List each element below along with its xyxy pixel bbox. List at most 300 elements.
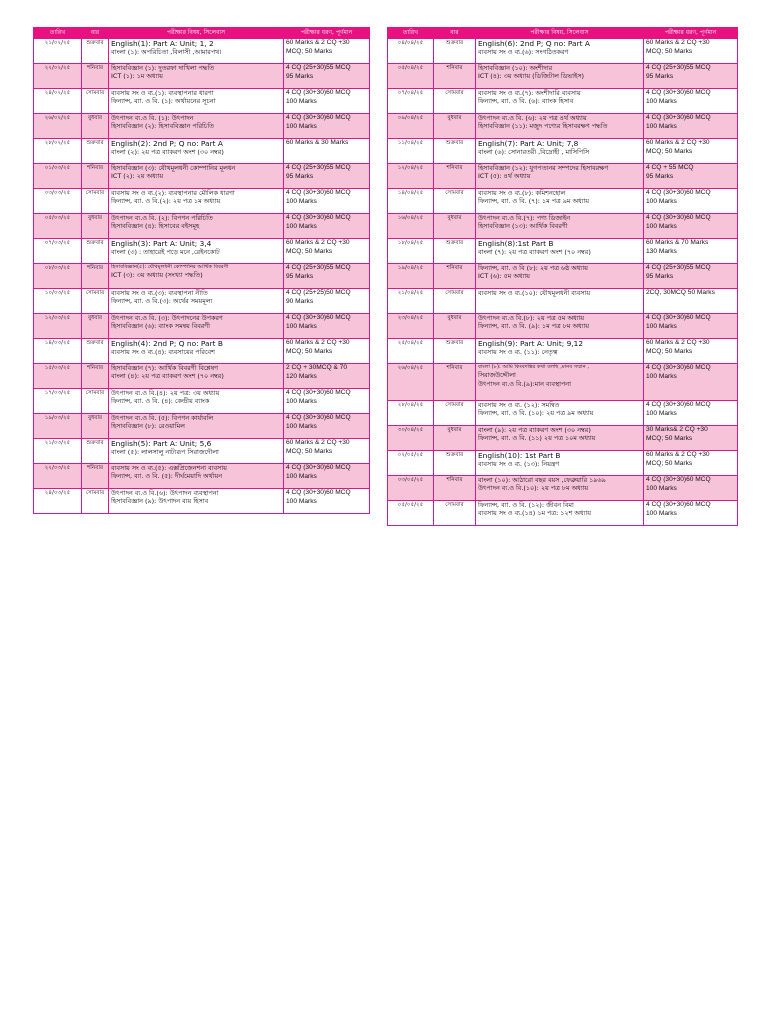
- exam-day: শনিবার: [82, 264, 109, 289]
- exam-day: বুধবার: [434, 114, 476, 139]
- exam-syllabus: [109, 64, 284, 89]
- exam-syllabus: [476, 476, 644, 501]
- exam-date: ১৮/০৪/২৫: [388, 239, 434, 264]
- syllabus-line: হিসাববিজ্ঞান (১): দুতরফা দাখিলা পদ্ধতি: [111, 64, 215, 72]
- exam-date: ২৪/০২/২৫: [34, 89, 82, 114]
- marks-line: 100 Marks: [286, 472, 317, 480]
- syllabus-header: পরীক্ষার বিষয়, সিলেবাস: [109, 28, 284, 39]
- exam-syllabus: [109, 114, 284, 139]
- table-row: [34, 239, 370, 264]
- exam-date: ০৩/০৩/২৫: [34, 189, 82, 214]
- marks-line: 130 Marks: [646, 247, 677, 255]
- exam-marks: [644, 139, 738, 164]
- table-row: [388, 364, 738, 401]
- exam-syllabus: [476, 114, 644, 139]
- exam-syllabus: [109, 464, 284, 489]
- exam-marks: [284, 314, 370, 339]
- table-row: [34, 414, 370, 439]
- exam-syllabus: [109, 264, 284, 289]
- exam-syllabus: [476, 501, 644, 526]
- day-header: বার: [82, 28, 109, 39]
- exam-day: শনিবার: [82, 64, 109, 89]
- marks-line: 4 CQ (30+30)60 MCQ: [286, 314, 351, 321]
- marks-line: MCQ; 50 Marks: [646, 47, 693, 55]
- syllabus-line: English(4): 2nd P; Q no: Part B: [111, 339, 223, 348]
- exam-marks: [284, 339, 370, 364]
- marks-line: 4 CQ (30+30)60 MCQ: [646, 476, 711, 483]
- marks-line: 100 Marks: [646, 322, 677, 330]
- exam-marks: [284, 64, 370, 89]
- exam-date: ২৬/০২/২৫: [34, 114, 82, 139]
- exam-marks: [284, 214, 370, 239]
- syllabus-header: পরীক্ষার বিষয়, সিলেবাস: [476, 28, 644, 39]
- exam-syllabus: [109, 239, 284, 264]
- exam-syllabus: [476, 314, 644, 339]
- syllabus-line: বাংলা (১০): আঠারো বছর বয়স ,ফেব্রুয়ারি ১৯৬৯: [478, 476, 606, 484]
- table-row: [388, 114, 738, 139]
- marks-line: MCQ; 50 Marks: [286, 347, 333, 355]
- exam-date: ০৫/০৩/২৫: [34, 214, 82, 239]
- syllabus-line: ফিন্যান্স, ব্যা. ও বি. (৪): কেন্দ্রীয় ব্যাংক: [111, 397, 210, 406]
- marks-line: MCQ; 50 Marks: [286, 47, 333, 55]
- exam-marks: [284, 164, 370, 189]
- marks-line: 4 CQ (30+30)60 MCQ: [646, 501, 711, 508]
- table-row: [388, 501, 738, 526]
- syllabus-line: উৎপাদন ব্য.ও বি.(৬): উৎপাদন ব্যবস্থাপনা: [111, 489, 219, 497]
- exam-day: বুধবার: [434, 314, 476, 339]
- syllabus-line: হিসাববিজ্ঞান (৯): উৎপাদন ব্যয় হিসাব: [111, 497, 209, 506]
- marks-line: 100 Marks: [646, 97, 677, 105]
- syllabus-line: English(8):1st Part B: [478, 239, 554, 248]
- syllabus-line: English(7): Part A: Unit; 7,8: [478, 139, 579, 148]
- marks-line: 4 CQ (30+30)60 MCQ: [286, 189, 351, 196]
- exam-syllabus: [109, 164, 284, 189]
- syllabus-line: হিসাববিজ্ঞান (২): হিসাববিজ্ঞান পরিচিতি: [111, 122, 214, 131]
- exam-syllabus: [476, 189, 644, 214]
- schedule-table-right: [387, 27, 738, 526]
- marks-line: 95 Marks: [286, 272, 314, 280]
- exam-day: শুক্রবার: [434, 451, 476, 476]
- exam-day: শুক্রবার: [434, 139, 476, 164]
- marks-line: 4 CQ + 55 MCQ: [646, 164, 694, 171]
- marks-line: 60 Marks & 2 CQ +30: [646, 139, 710, 146]
- exam-marks: [284, 114, 370, 139]
- table-row: [34, 89, 370, 114]
- exam-date: ২১/০২/২৫: [34, 39, 82, 64]
- table-row: [388, 289, 738, 314]
- exam-day: সোমবার: [434, 189, 476, 214]
- table-row: [34, 289, 370, 314]
- exam-date: ১৭/০৩/২৫: [34, 389, 82, 414]
- syllabus-line: উৎপাদন ব্য.ও বি. (২): বিপণন পরিচিতি: [111, 214, 213, 222]
- marks-line: 100 Marks: [286, 397, 317, 405]
- table-row: [388, 339, 738, 364]
- syllabus-line: ব্যবসায় সং ও ব্য.(৪): ব্যবসায়ের পরিবেশ: [111, 348, 215, 356]
- exam-date: ০৩/০৫/২৫: [388, 476, 434, 501]
- syllabus-line: English(3): Part A: Unit; 3,4: [111, 239, 212, 248]
- table-row: [388, 214, 738, 239]
- syllabus-line: ICT (৩): ৩য় অধ্যায় (সংখ্যা পদ্ধতি): [111, 271, 203, 280]
- syllabus-line: বাংলা (৯): ২য় পত্র ব্যাকরণ অংশ (৩০ নম্বর): [478, 426, 591, 434]
- exam-day: শুক্রবার: [82, 239, 109, 264]
- marks-line: 4 CQ (30+30)60 MCQ: [646, 364, 711, 371]
- exam-syllabus: [109, 39, 284, 64]
- marks-line: 30 Marks& 2 CQ +30: [646, 426, 708, 433]
- exam-syllabus: [109, 139, 284, 164]
- exam-date: ১০/০৩/২৫: [34, 289, 82, 314]
- exam-marks: [284, 89, 370, 114]
- marks-line: MCQ; 50 Marks: [286, 447, 333, 455]
- exam-syllabus: [109, 189, 284, 214]
- marks-line: 4 CQ (30+30)60 MCQ: [646, 89, 711, 96]
- exam-day: শুক্রবার: [434, 39, 476, 64]
- exam-day: সোমবার: [82, 189, 109, 214]
- marks-line: 4 CQ (30+30)60 MCQ: [286, 114, 351, 121]
- marks-line: 4 CQ (30+30)60 MCQ: [286, 89, 351, 96]
- table-row: [388, 89, 738, 114]
- marks-line: 4 CQ (25+30)55 MCQ: [646, 64, 711, 71]
- exam-syllabus: [476, 364, 644, 401]
- marks-line: 4 CQ (30+30)60 MCQ: [286, 389, 351, 396]
- exam-marks: [644, 339, 738, 364]
- exam-date: ০৫/০৪/২৫: [388, 64, 434, 89]
- exam-day: বুধবার: [82, 114, 109, 139]
- syllabus-line: ব্যবসায় সং ও ব্য.(৫): এক্সপ্রিজেনশনা ব্যবসায়: [111, 464, 227, 472]
- exam-marks: [644, 264, 738, 289]
- syllabus-line: ICT (২): ২য় অধ্যায়: [111, 172, 164, 181]
- syllabus-line: উৎপাদন ব্য.ও বি.(৯):মান ব্যবস্থাপনা: [478, 379, 571, 388]
- syllabus-line: হিসাববিজ্ঞান (৪): হিসাবের বইসমূহ: [111, 222, 200, 231]
- marks-line: MCQ; 50 Marks: [646, 347, 693, 355]
- table-row: [34, 64, 370, 89]
- exam-date: ৩০/০৪/২৫: [388, 426, 434, 451]
- marks-line: 95 Marks: [646, 172, 674, 180]
- exam-day: শনিবার: [82, 164, 109, 189]
- exam-marks: [284, 414, 370, 439]
- marks-line: 95 Marks: [646, 72, 674, 80]
- syllabus-line: বাংলা (৭): ২য় পত্র ব্যাকরণ অংশ (৭০ নম্বর): [478, 248, 591, 256]
- exam-date: ১৪/০৩/২৫: [34, 339, 82, 364]
- exam-syllabus: [476, 339, 644, 364]
- exam-day: শনিবার: [434, 64, 476, 89]
- marks-line: 2 CQ + 30MCQ & 70: [286, 364, 348, 371]
- syllabus-line: হিসাববিজ্ঞান (১৩): আর্থিক বিবরণী: [478, 222, 568, 231]
- exam-date: ১৯/০৪/২৫: [388, 264, 434, 289]
- exam-day: বুধবার: [434, 214, 476, 239]
- syllabus-line: উৎপাদন ব্য.ও বি. (৫): বিপণন কার্যাবলি: [111, 414, 214, 422]
- exam-date: ০২/০৫/২৫: [388, 451, 434, 476]
- syllabus-line: হিসাববিজ্ঞান (৮): রেওয়ামিল: [111, 422, 185, 431]
- marks-line: 60 Marks & 30 Marks: [286, 139, 349, 146]
- syllabus-line: ব্যবসায় সং ও ব্য.(২): ব্যবস্থাপনার মৌলিক ধারণা: [111, 189, 235, 197]
- marks-line: 100 Marks: [646, 197, 677, 205]
- marks-line: 100 Marks: [286, 422, 317, 430]
- syllabus-line: ব্যবসায় সং ও ব্য. (১৩): নিয়ন্ত্রণ: [478, 460, 560, 468]
- exam-syllabus: [476, 239, 644, 264]
- exam-syllabus: [476, 214, 644, 239]
- marks-line: 4 CQ (25+30)55 MCQ: [286, 164, 351, 171]
- exam-syllabus: [109, 314, 284, 339]
- syllabus-line: ICT (৪): ৩য় অধ্যায় (ডিজিটাল ডিভাইস): [478, 72, 585, 81]
- syllabus-line: ফিন্যান্স, ব্যা. ও বি. (৬): ব্যাংক হিসাব: [478, 97, 574, 106]
- exam-marks: [284, 289, 370, 314]
- exam-marks: [284, 264, 370, 289]
- table-row: [388, 426, 738, 451]
- exam-syllabus: [476, 264, 644, 289]
- exam-syllabus: [109, 389, 284, 414]
- exam-day: শনিবার: [434, 264, 476, 289]
- syllabus-line: English(10): 1st Part B: [478, 451, 561, 460]
- marks-line: 4 CQ (25+30)55 MCQ: [286, 264, 351, 271]
- marks-line: 90 Marks: [286, 297, 314, 305]
- exam-date: ০১/০৩/২৫: [34, 164, 82, 189]
- exam-day: শুক্রবার: [82, 439, 109, 464]
- exam-syllabus: [109, 214, 284, 239]
- exam-date: ২৫/০৪/২৫: [388, 339, 434, 364]
- exam-marks: [644, 401, 738, 426]
- syllabus-line: বাংলা (৮): আমি কিংবদন্তির কথা বলছি ,মানব সম্মান ,: [478, 364, 590, 370]
- syllabus-line: উৎপাদন ব্য.ও বি. (৩): উৎপাদনের উপকরণ: [111, 314, 223, 322]
- syllabus-line: ফিন্যান্স, ব্যা. ও বি. (১): অর্থায়নের সূচনা: [111, 97, 216, 106]
- marks-line: 2CQ, 30MCQ 50 Marks: [646, 289, 715, 296]
- marks-line: 95 Marks: [646, 272, 674, 280]
- exam-marks: [644, 476, 738, 501]
- syllabus-line: বাংলা (১): অপরিচিতা ,বিলাসী ,আমারপথ।: [111, 48, 222, 56]
- marks-line: 4 CQ (25+25)50 MCQ: [286, 289, 351, 296]
- table-row: [34, 164, 370, 189]
- marks-line: 4 CQ (30+30)60 MCQ: [646, 114, 711, 121]
- syllabus-line: English(9): Part A: Unit; 9,12: [478, 339, 584, 348]
- syllabus-line: ফিন্যান্স, ব্যা. ও বি. (১০): ২য় পত্র ৯ম অধ্যায়: [478, 409, 594, 418]
- marks-line: MCQ; 50 Marks: [286, 247, 333, 255]
- exam-date: ২৬/০৪/২৫: [388, 364, 434, 401]
- exam-marks: [644, 114, 738, 139]
- syllabus-line: ব্যবসায় সং ও ব্য. (১১): নেতৃত্ব: [478, 348, 558, 356]
- syllabus-line: হিসাববিজ্ঞান (১১): মজুদ পণ্যের হিসাবরক্ষণ পদ্ধতি: [478, 122, 608, 131]
- exam-date: ১৫/০৩/২৫: [34, 364, 82, 389]
- exam-date: ২৮/০২/২৫: [34, 139, 82, 164]
- exam-day: সোমবার: [434, 289, 476, 314]
- exam-syllabus: [109, 414, 284, 439]
- marks-line: 60 Marks & 2 CQ +30: [286, 239, 350, 246]
- syllabus-line: ব্যবসায় সং ও ব্য.(১০): যৌথমূলধনী ব্যবসায়: [478, 289, 591, 297]
- exam-syllabus: [109, 364, 284, 389]
- exam-date: ১৪/০৪/২৫: [388, 189, 434, 214]
- exam-day: বুধবার: [82, 414, 109, 439]
- exam-marks: [284, 464, 370, 489]
- marks-line: 4 CQ (30+30)60 MCQ: [646, 314, 711, 321]
- exam-date: ২২/০৩/২৫: [34, 464, 82, 489]
- exam-day: সোমবার: [434, 401, 476, 426]
- exam-date: ০৫/০৫/২৫: [388, 501, 434, 526]
- exam-marks: [644, 39, 738, 64]
- table-row: [34, 314, 370, 339]
- date-header: তারিখ: [34, 28, 82, 39]
- marks-line: 4 CQ (30+30)60 MCQ: [286, 489, 351, 496]
- date-header: তারিখ: [388, 28, 434, 39]
- exam-date: ০৮/০৩/২৫: [34, 264, 82, 289]
- exam-marks: [644, 501, 738, 526]
- syllabus-line: ব্যবসায় সং ও ব্য.(৩): ব্যবস্থাপনা নীতি: [111, 289, 208, 297]
- marks-line: 4 CQ (30+30)60 MCQ: [646, 189, 711, 196]
- exam-marks: [644, 426, 738, 451]
- table-row: [388, 164, 738, 189]
- syllabus-line: ফিন্যান্স, ব্যা. ও বি. (১১) ২য় পত্র ১০ম অধ্যায়: [478, 434, 596, 443]
- marks-line: 60 Marks & 2 CQ +30: [646, 451, 710, 458]
- exam-date: ২৪/০৩/২৫: [34, 489, 82, 514]
- syllabus-line: ব্যবসায় সং ও ব্য.(৮): কমিশনহোল: [478, 189, 566, 197]
- exam-date: ২২/০২/২৫: [34, 64, 82, 89]
- exam-date: ১৬/০৪/২৫: [388, 214, 434, 239]
- table-row: [388, 239, 738, 264]
- syllabus-line: ফিন্যান্স, ব্যা. ও বি (৮): ২য় পত্র ৬ষ্ঠ অধ্যায়: [478, 264, 588, 272]
- exam-marks: [284, 39, 370, 64]
- exam-syllabus: [476, 139, 644, 164]
- table-row: [34, 439, 370, 464]
- syllabus-line: বাংলা (৪): ২য় পত্র ব্যাকরণ অংশ (৭০ নম্বর): [111, 372, 224, 381]
- marks-line: 4 CQ (30+30)60 MCQ: [286, 414, 351, 421]
- exam-day: সোমবার: [434, 501, 476, 526]
- exam-syllabus: [476, 64, 644, 89]
- syllabus-line: ICT (৬): ৫ম অধ্যায়: [478, 272, 530, 281]
- marks-line: 100 Marks: [286, 497, 317, 505]
- syllabus-line: হিসাববিজ্ঞান (৭): আর্থিক বিবরণী বিশ্লেষণ: [111, 364, 218, 372]
- exam-marks: [644, 314, 738, 339]
- exam-date: ২৩/০৪/২৫: [388, 314, 434, 339]
- marks-line: 100 Marks: [646, 122, 677, 130]
- exam-date: ০৪/০৪/২৫: [388, 39, 434, 64]
- exam-marks: [284, 489, 370, 514]
- day-header: বার: [434, 28, 476, 39]
- syllabus-line: English(1): Part A: Unit; 1, 2: [111, 39, 214, 48]
- exam-syllabus: [476, 164, 644, 189]
- syllabus-line: ব্যবসায় সং ও ব্য.(১৪) ১ম পত্র: ১২শ অধ্যায়: [478, 509, 591, 518]
- marks-line: 95 Marks: [286, 172, 314, 180]
- syllabus-line: বাংলা (২): ২য় পত্র ব্যাকরণ অংশ (৩০ নম্বর): [111, 148, 224, 156]
- exam-day: বুধবার: [82, 214, 109, 239]
- exam-marks: [644, 164, 738, 189]
- syllabus-line: ICT (৫): ৪র্থ অধ্যায়: [478, 172, 531, 181]
- exam-marks: [284, 364, 370, 389]
- exam-day: সোমবার: [434, 89, 476, 114]
- syllabus-line: বাংলা (৩) : তাহারেই পড়ে মনে ,রেইনকোট: [111, 248, 220, 256]
- syllabus-line: উৎপাদন ব্য.ও বি. (১): উৎপাদন: [111, 114, 194, 122]
- exam-marks: [284, 189, 370, 214]
- exam-marks: [644, 239, 738, 264]
- syllabus-line: হিসাববিজ্ঞান (১২): যুগপত্যনর সম্পদের হিসাবরক্ষণ: [478, 164, 609, 172]
- exam-date: ০৭/০৩/২৫: [34, 239, 82, 264]
- syllabus-line: ব্যবসায় সং ও ব্য.(৬): সংগঠিতকরণ: [478, 48, 569, 56]
- exam-marks: [284, 139, 370, 164]
- exam-date: ১২/০৩/২৫: [34, 314, 82, 339]
- syllabus-line: ফিন্যান্স, ব্যা. ও বি.(২): ২য় পত্র ১ম অধ্যায়: [111, 197, 221, 206]
- syllabus-line: উৎপাদন ব্য.ও বি. (৬): ২য় পত্র ৪র্থ অধ্যায়: [478, 114, 587, 122]
- table-row: [388, 451, 738, 476]
- marks-line: 100 Marks: [286, 222, 317, 230]
- marks-line: 4 CQ (30+30)60 MCQ: [646, 214, 711, 221]
- marks-line: 60 Marks & 2 CQ +30: [286, 39, 350, 46]
- exam-day: বুধবার: [434, 426, 476, 451]
- marks-line: 60 Marks & 2 CQ +30: [286, 439, 350, 446]
- table-row: [388, 39, 738, 64]
- syllabus-line: ফিন্যান্স, ব্যা. ও বি. (১২): জীবন বিমা: [478, 501, 574, 509]
- table-row: [34, 489, 370, 514]
- table-row: [388, 264, 738, 289]
- exam-date: ১৯/০৩/২৫: [34, 414, 82, 439]
- marks-header: পরীক্ষার ধরণ, পূর্ণমান: [644, 28, 738, 39]
- exam-date: ২১/০৩/২৫: [34, 439, 82, 464]
- exam-syllabus: [476, 451, 644, 476]
- exam-syllabus: [476, 39, 644, 64]
- syllabus-line: সিরাজউদ্দৌলা: [478, 371, 516, 380]
- syllabus-line: উৎপাদন ব্য.ও বি.(৮): ২য় পত্র ৫ম অধ্যায়: [478, 314, 585, 322]
- syllabus-line: ফিন্যান্স, ব্যা. ও বি. (৭): ১ম পত্র ৯ম অধ্যায়: [478, 197, 590, 206]
- exam-marks: [644, 214, 738, 239]
- marks-line: 4 CQ (30+30)60 MCQ: [646, 401, 711, 408]
- exam-marks: [644, 289, 738, 314]
- syllabus-line: বাংলা (৬): সোনারতরী ,বিদ্রোহী , মাসিপিসি: [478, 148, 590, 156]
- exam-day: শুক্রবার: [434, 339, 476, 364]
- table-row: [388, 401, 738, 426]
- table-row: [388, 139, 738, 164]
- syllabus-line: উৎপাদন ব্য.ও বি.(৪): ২য় পত্র: ৩য় অধ্যায়: [111, 389, 220, 397]
- exam-syllabus: [476, 426, 644, 451]
- marks-line: 100 Marks: [646, 484, 677, 492]
- exam-day: সোমবার: [82, 389, 109, 414]
- syllabus-line: ব্যবসায় সং ও ব্য.(৭): অংশীদারি ব্যবসায়: [478, 89, 581, 97]
- marks-line: 60 Marks & 2 CQ +30: [286, 339, 350, 346]
- exam-marks: [644, 189, 738, 214]
- table-row: [34, 139, 370, 164]
- table-row: [34, 39, 370, 64]
- marks-line: 100 Marks: [646, 509, 677, 517]
- syllabus-line: উৎপাদন ব্য.ও বি.(১০): ২য় পত্র ৮ম অধ্যায়: [478, 484, 589, 493]
- exam-day: সোমবার: [82, 489, 109, 514]
- marks-line: 100 Marks: [286, 197, 317, 205]
- marks-line: 100 Marks: [286, 322, 317, 330]
- marks-line: 95 Marks: [286, 72, 314, 80]
- marks-line: 4 CQ (25+30)55 MCQ: [286, 64, 351, 71]
- exam-syllabus: [109, 439, 284, 464]
- syllabus-line: English(6): 2nd P; Q no: Part A: [478, 39, 590, 48]
- exam-day: বুধবার: [82, 314, 109, 339]
- schedule-table-left: [33, 27, 370, 514]
- exam-marks: [284, 239, 370, 264]
- exam-date: ১২/০৪/২৫: [388, 164, 434, 189]
- marks-line: MCQ; 50 Marks: [646, 434, 693, 442]
- exam-marks: [644, 364, 738, 401]
- syllabus-line: ফিন্যান্স, ব্যা. ও বি. (৫): দীর্ঘমেয়াদি অর্থায়ন: [111, 472, 223, 481]
- syllabus-line: হিসাববিজ্ঞান (৩): যৌথমূলধনী কোম্পানির মূলধন: [111, 164, 236, 172]
- table-row: [388, 476, 738, 501]
- syllabus-line: বাংলা (৫): লালসালু নাট্যরূপ সিরাজদৌলা: [111, 448, 219, 456]
- table-row: [34, 214, 370, 239]
- marks-line: 60 Marks & 2 CQ +30: [646, 39, 710, 46]
- exam-date: ০৯/০৪/২৫: [388, 114, 434, 139]
- table-row: [34, 189, 370, 214]
- exam-syllabus: [476, 289, 644, 314]
- table-row: [34, 364, 370, 389]
- exam-day: শুক্রবার: [82, 339, 109, 364]
- marks-line: 60 Marks & 70 Marks: [646, 239, 709, 246]
- table-row: [388, 314, 738, 339]
- exam-marks: [644, 64, 738, 89]
- exam-day: শনিবার: [82, 464, 109, 489]
- table-row: [388, 189, 738, 214]
- exam-marks: [284, 439, 370, 464]
- marks-line: 4 CQ (30+30)60 MCQ: [286, 214, 351, 221]
- syllabus-line: English(5): Part A: Unit; 5,6: [111, 439, 212, 448]
